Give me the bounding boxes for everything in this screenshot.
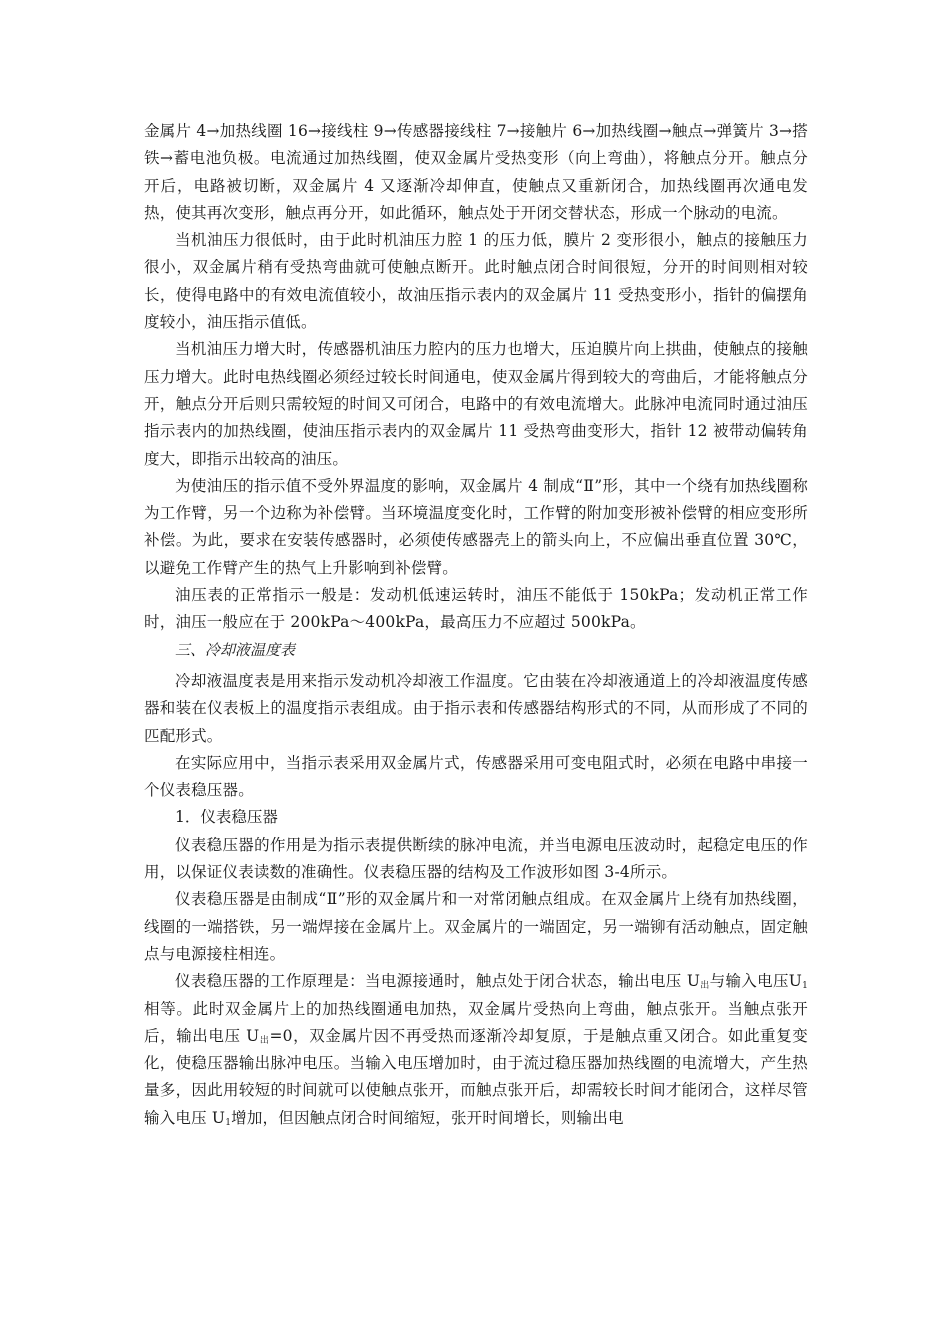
section-heading-coolant-temperature-gauge: 三、冷却液温度表 bbox=[175, 640, 296, 659]
paragraph-circuit-path: 金属片 4→加热线圈 16→接线柱 9→传感器接线柱 7→接触片 6→加热线圈→触点→弹簧片 3→搭铁→蓄电池负极。电流通过加热线圈，使双金属片受热变形（向上弯曲），将触点分开。触点分开后，电路被切断，双金属片 4 又逐渐冷却伸直，使触点又重新闭合，加热线圈再次通电发热，使其再次变形，触点再分开，如此循环，触点处于开闭交替状态，形成一个脉动的电流。 bbox=[144, 122, 808, 222]
document-page bbox=[144, 118, 808, 1132]
subscript-output-2: 出 bbox=[259, 1035, 270, 1046]
subscript-input: 1 bbox=[802, 981, 809, 992]
principle-text-part-b: 与输入电压U bbox=[709, 972, 803, 991]
subscript-output: 出 bbox=[700, 981, 710, 992]
principle-text-part-e: 增加，但因触点闭合时间缩短，张开时间增长，则输出电 bbox=[231, 1108, 624, 1127]
paragraph-stabilizer-purpose: 仪表稳压器的作用是为指示表提供断续的脉冲电流，并当电源电压波动时，起稳定电压的作用，以保证仪表读数的准确性。仪表稳压器的结构及工作波形如图 3-4所示。 bbox=[144, 835, 808, 882]
paragraph-normal-oil-pressure: 油压表的正常指示一般是：发动机低速运转时，油压不能低于 150kPa；发动机正常工作时，油压一般应在于 200kPa～400kPa，最高压力不应超过 500kPa。 bbox=[144, 586, 808, 632]
paragraph-low-oil-pressure: 当机油压力很低时，由于此时机油压力腔 1 的压力低，膜片 2 变形很小，触点的接触压力很小，双金属片稍有受热弯曲就可使触点断开。此时触点闭合时间很短，分开的时间则相对较长，使得电路中的有效电流值较小，故油压指示表内的双金属片 11 受热变形小，指针的偏摆角度较小，油压指示值低。 bbox=[144, 231, 808, 332]
paragraph-stabilizer-principle bbox=[144, 968, 808, 1132]
paragraph-high-oil-pressure: 当机油压力增大时，传感器机油压力腔内的压力也增大，压迫膜片向上拱曲，使触点的接触压力增大。此时电热线圈必须经过较长时间通电，使双金属片得到较大的弯曲后，才能将触点分开，触点分开后则只需较短的时间又可闭合，电路中的有效电流增大。此脉冲电流同时通过油压指示表内的加热线圈，使油压指示表内的双金属片 11 受热弯曲变形大，指针 12 被带动偏转角度大，即指示出较高的油压。 bbox=[144, 340, 808, 468]
principle-text-part-d: =0，双金属片因不再受热而逐渐冷却复原，于是触点重又闭合。如此重复变化，使稳压器输出脉冲电压。当输入电压增加时，由于流过稳压器加热线圈的电流增大，产生热量多，因此用较短的时间就可以使触点张开，而触点张开后，却需较长时间才能闭合，这样尽管输入电压 U bbox=[144, 1026, 809, 1127]
paragraph-stabilizer-structure: 仪表稳压器是由制成“Ⅱ”形的双金属片和一对常闭触点组成。在双金属片上绕有加热线圈，线圈的一端搭铁，另一端焊接在金属片上。双金属片的一端固定，另一端铆有活动触点，固定触点与电源接柱相连。 bbox=[144, 890, 808, 963]
subheading-instrument-stabilizer: 1．仪表稳压器 bbox=[175, 808, 278, 827]
paragraph-temperature-compensation: 为使油压的指示值不受外界温度的影响，双金属片 4 制成“Ⅱ”形，其中一个绕有加热线圈称为工作臂，另一个边称为补偿臂。当环境温度变化时，工作臂的附加变形被补偿臂的相应变形所补偿。为此，要求在安装传感器时，必须使传感器壳上的箭头向上，不应偏出垂直位置 30℃，以避免工作臂产生的热气上升影响到补偿臂。 bbox=[144, 476, 808, 577]
subscript-input-2: 1 bbox=[225, 1117, 232, 1128]
principle-text-part-a: 仪表稳压器的工作原理是：当电源接通时，触点处于闭合状态，输出电压 U bbox=[175, 972, 701, 991]
paragraph-stabilizer-requirement: 在实际应用中，当指示表采用双金属片式，传感器采用可变电阻式时，必须在电路中串接一个仪表稳压器。 bbox=[144, 753, 808, 800]
principle-text-part-c: 相等。此时双金属片上的加热线圈通电加热，双金属片受热向上弯曲，触点张开。当触点张开后，输出电压 U bbox=[144, 999, 808, 1045]
paragraph-coolant-gauge-intro: 冷却液温度表是用来指示发动机冷却液工作温度。它由装在冷却液通道上的冷却液温度传感器和装在仪表板上的温度指示表组成。由于指示表和传感器结构形式的不同，从而形成了不同的匹配形式。 bbox=[144, 671, 808, 745]
